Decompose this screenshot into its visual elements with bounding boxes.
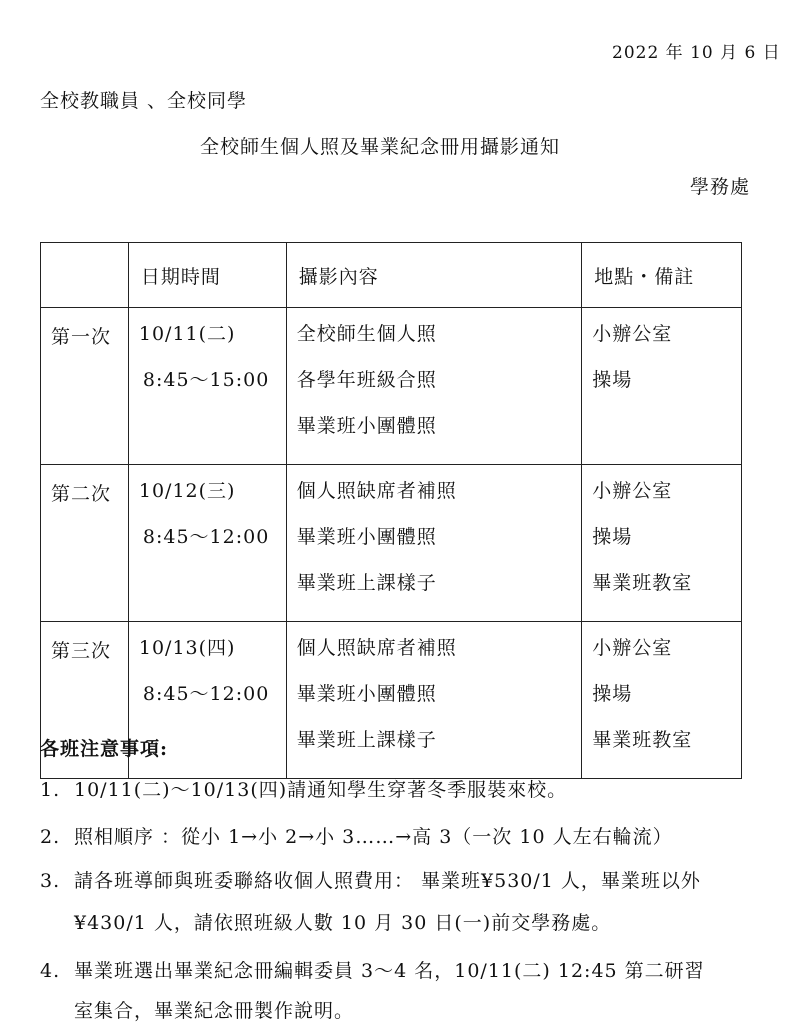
session-datetime: [128, 308, 286, 465]
table-row: [41, 308, 742, 465]
session-location: [582, 622, 742, 779]
location-item: 小辦公室: [592, 323, 673, 345]
session-datetime: [128, 465, 286, 622]
session-label: 第二次: [41, 465, 129, 622]
content-item: 畢業班小團體照: [296, 683, 437, 705]
location-item: 小辦公室: [592, 637, 673, 659]
note-number: 1.: [40, 779, 61, 801]
note-text-continued: 室集合，畢業紀念冊製作說明。: [74, 1000, 355, 1022]
note-number: 3.: [40, 870, 61, 892]
note-text-continued: ¥430/1 人，請依照班級人數 10 月 30 日(一)前交學務處。: [74, 912, 612, 934]
content-item: 畢業班上課樣子: [296, 729, 437, 751]
note-text: 10/11(二)～10/13(四)請通知學生穿著冬季服裝來校。: [74, 779, 568, 801]
session-date: 10/11(二): [138, 323, 236, 345]
table-row: [41, 465, 742, 622]
session-content: [286, 465, 581, 622]
notice-title: 全校師生個人照及畢業紀念冊用攝影通知: [200, 136, 561, 158]
recipients: 全校教職員 、全校同學: [40, 90, 248, 112]
session-date: 10/13(四): [138, 637, 236, 659]
location-item: 操場: [592, 369, 633, 391]
location-item: 畢業班教室: [592, 572, 693, 594]
content-item: 全校師生個人照: [296, 323, 437, 345]
session-time: 8:45～15:00: [142, 369, 270, 391]
session-time: 8:45～12:00: [142, 526, 270, 548]
session-content: [286, 308, 581, 465]
schedule-table: [40, 242, 742, 779]
location-item: 小辦公室: [592, 480, 673, 502]
location-item: 畢業班教室: [592, 729, 693, 751]
note-item: [40, 775, 567, 802]
note-text: 畢業班選出畢業紀念冊編輯委員 3～4 名，10/11(二) 12:45 第二研習: [74, 960, 705, 982]
session-location: [582, 465, 742, 622]
header-cell-content: 攝影內容: [286, 243, 581, 308]
note-item: [40, 866, 701, 893]
session-label: 第三次: [41, 622, 129, 779]
header-cell-location: 地點・備註: [582, 243, 742, 308]
header-cell-datetime: 日期時間: [128, 243, 286, 308]
content-item: 畢業班小團體照: [296, 415, 437, 437]
session-label: 第一次: [41, 308, 129, 465]
note-number: 4.: [40, 960, 61, 982]
note-text: 請各班導師與班委聯絡收個人照費用： 畢業班¥530/1 人，畢業班以外: [74, 870, 701, 892]
content-item: 畢業班上課樣子: [296, 572, 437, 594]
content-item: 畢業班小團體照: [296, 526, 437, 548]
note-item: [40, 822, 673, 849]
notice-date: 2022 年 10 月 6 日: [612, 43, 781, 63]
issuing-department: 學務處: [690, 176, 751, 198]
content-item: 個人照缺席者補照: [296, 480, 457, 502]
note-text: 照相順序 ：從小 1→小 2→小 3……→高 3（一次 10 人左右輪流）: [74, 826, 673, 848]
note-item: [40, 956, 705, 983]
content-item: 各學年班級合照: [296, 369, 437, 391]
session-time: 8:45～12:00: [142, 683, 270, 705]
header-cell-blank: [41, 243, 129, 308]
location-item: 操場: [592, 683, 633, 705]
session-content: [286, 622, 581, 779]
note-number: 2.: [40, 826, 61, 848]
session-location: [582, 308, 742, 465]
location-item: 操場: [592, 526, 633, 548]
notes-heading: 各班注意事項:: [40, 738, 169, 760]
content-item: 個人照缺席者補照: [296, 637, 457, 659]
session-date: 10/12(三): [138, 480, 236, 502]
table-header-row: [41, 243, 742, 308]
